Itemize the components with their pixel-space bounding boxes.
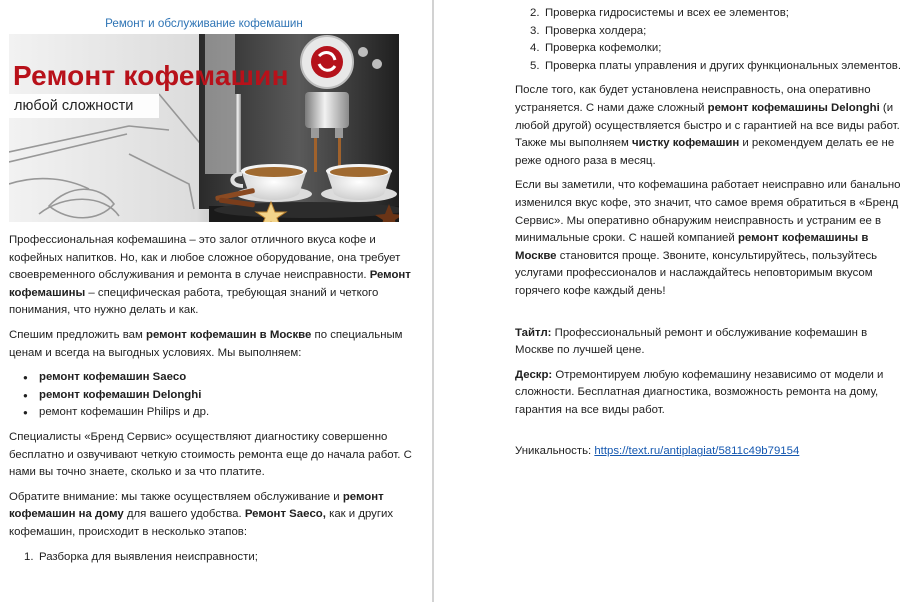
banner-image [9,34,399,222]
uniqueness-link[interactable]: https://text.ru/antiplagiat/5811c49b79154 [594,445,800,458]
offer-paragraph: Спешим предложить вам ремонт кофемашин в Москве по специальным ценам и всегда на выгодных условиях. Мы выполняем: [9,328,403,359]
document-title: Ремонт и обслуживание кофемашин [105,17,303,30]
seo-description: Дескр: Отремонтируем любую кофемашину независимо от модели и сложности. Бесплатная диагностика, возможность ремонта на дому, гарантия на все виды работ. [515,368,884,416]
contact-paragraph: Если вы заметили, что кофемашина работает неисправно или банально изменился вкус кофе, это значит, что самое время обратиться в «Бренд Сервис». Мы оперативно обнаружим неисправность и устраним ее в минимальные сроки. С нашей компанией ремонт кофемашины в Москве становится проще. Звоните, консультируйтесь, пользуйтесь услугами профессионалов и наслаждайтесь неповторимым вкусом горячего кофе каждый день! [515,179,901,297]
repair-steps-list [515,5,903,75]
repair-steps-list [9,549,422,567]
list-item: 5. Проверка платы управления и других функциональных элементов. [530,59,902,72]
diagnostics-paragraph: Специалисты «Бренд Сервис» осуществляют диагностику совершенно бесплатно и озвучивают четкую стоимость ремонта еще до начала работ. С нами вы точно знаете, сколько и за что платите. [9,430,412,479]
banner-headline: Ремонт кофемашин [13,60,289,91]
spout-unit [305,92,349,128]
list-item: 3. Проверка холдера; [530,24,647,37]
list-item: ● ремонт кофемашин Philips и др. [9,404,422,422]
services-list [9,369,422,422]
banner-subline: любой сложности [9,94,159,118]
intro-paragraph: Профессиональная кофемашина – это залог отличного вкуса кофе и кофейных напитков. Но, как и любое сложное оборудование, она требует своевременного обслуживания и ремонта в случае неисправности. Ремонт кофемашины – специфическая работа, требующая знаний и четкого понимания, что нужно делать и как. [9,234,411,317]
list-item: 1. Разборка для выявления неисправности; [24,550,258,563]
fix-paragraph: После того, как будет установлена неисправность, она оперативно устраняется. С нами даже сложный ремонт кофемашины Delonghi (и любой другой) осуществляется быстро и с гарантией на все виды работ. Также мы выполняем чистку кофемашин и рекомендуем делать ее не реже одного раза в месяц. [515,84,900,167]
list-item: 4. Проверка кофемолки; [530,42,662,55]
uniqueness-line: Уникальность: https://text.ru/antiplagiat/5811c49b79154 [515,445,800,458]
list-item: ● ремонт кофемашин Saeco [9,369,422,387]
document-page-left [0,0,432,602]
list-item: 2. Проверка гидросистемы и всех ее элементов; [530,7,789,19]
list-item: ● ремонт кофемашин Delonghi [9,387,422,405]
document-page-right [434,0,913,602]
seo-title: Тайтл: Профессиональный ремонт и обслуживание кофемашин в Москве по лучшей цене. [515,326,868,357]
home-repair-paragraph: Обратите внимание: мы также осуществляем обслуживание и ремонт кофемашин на дому для вашего удобства. Ремонт Saeco, как и других кофемашин, происходит в несколько этапов: [9,490,394,538]
coffee-cup-right [321,164,397,202]
